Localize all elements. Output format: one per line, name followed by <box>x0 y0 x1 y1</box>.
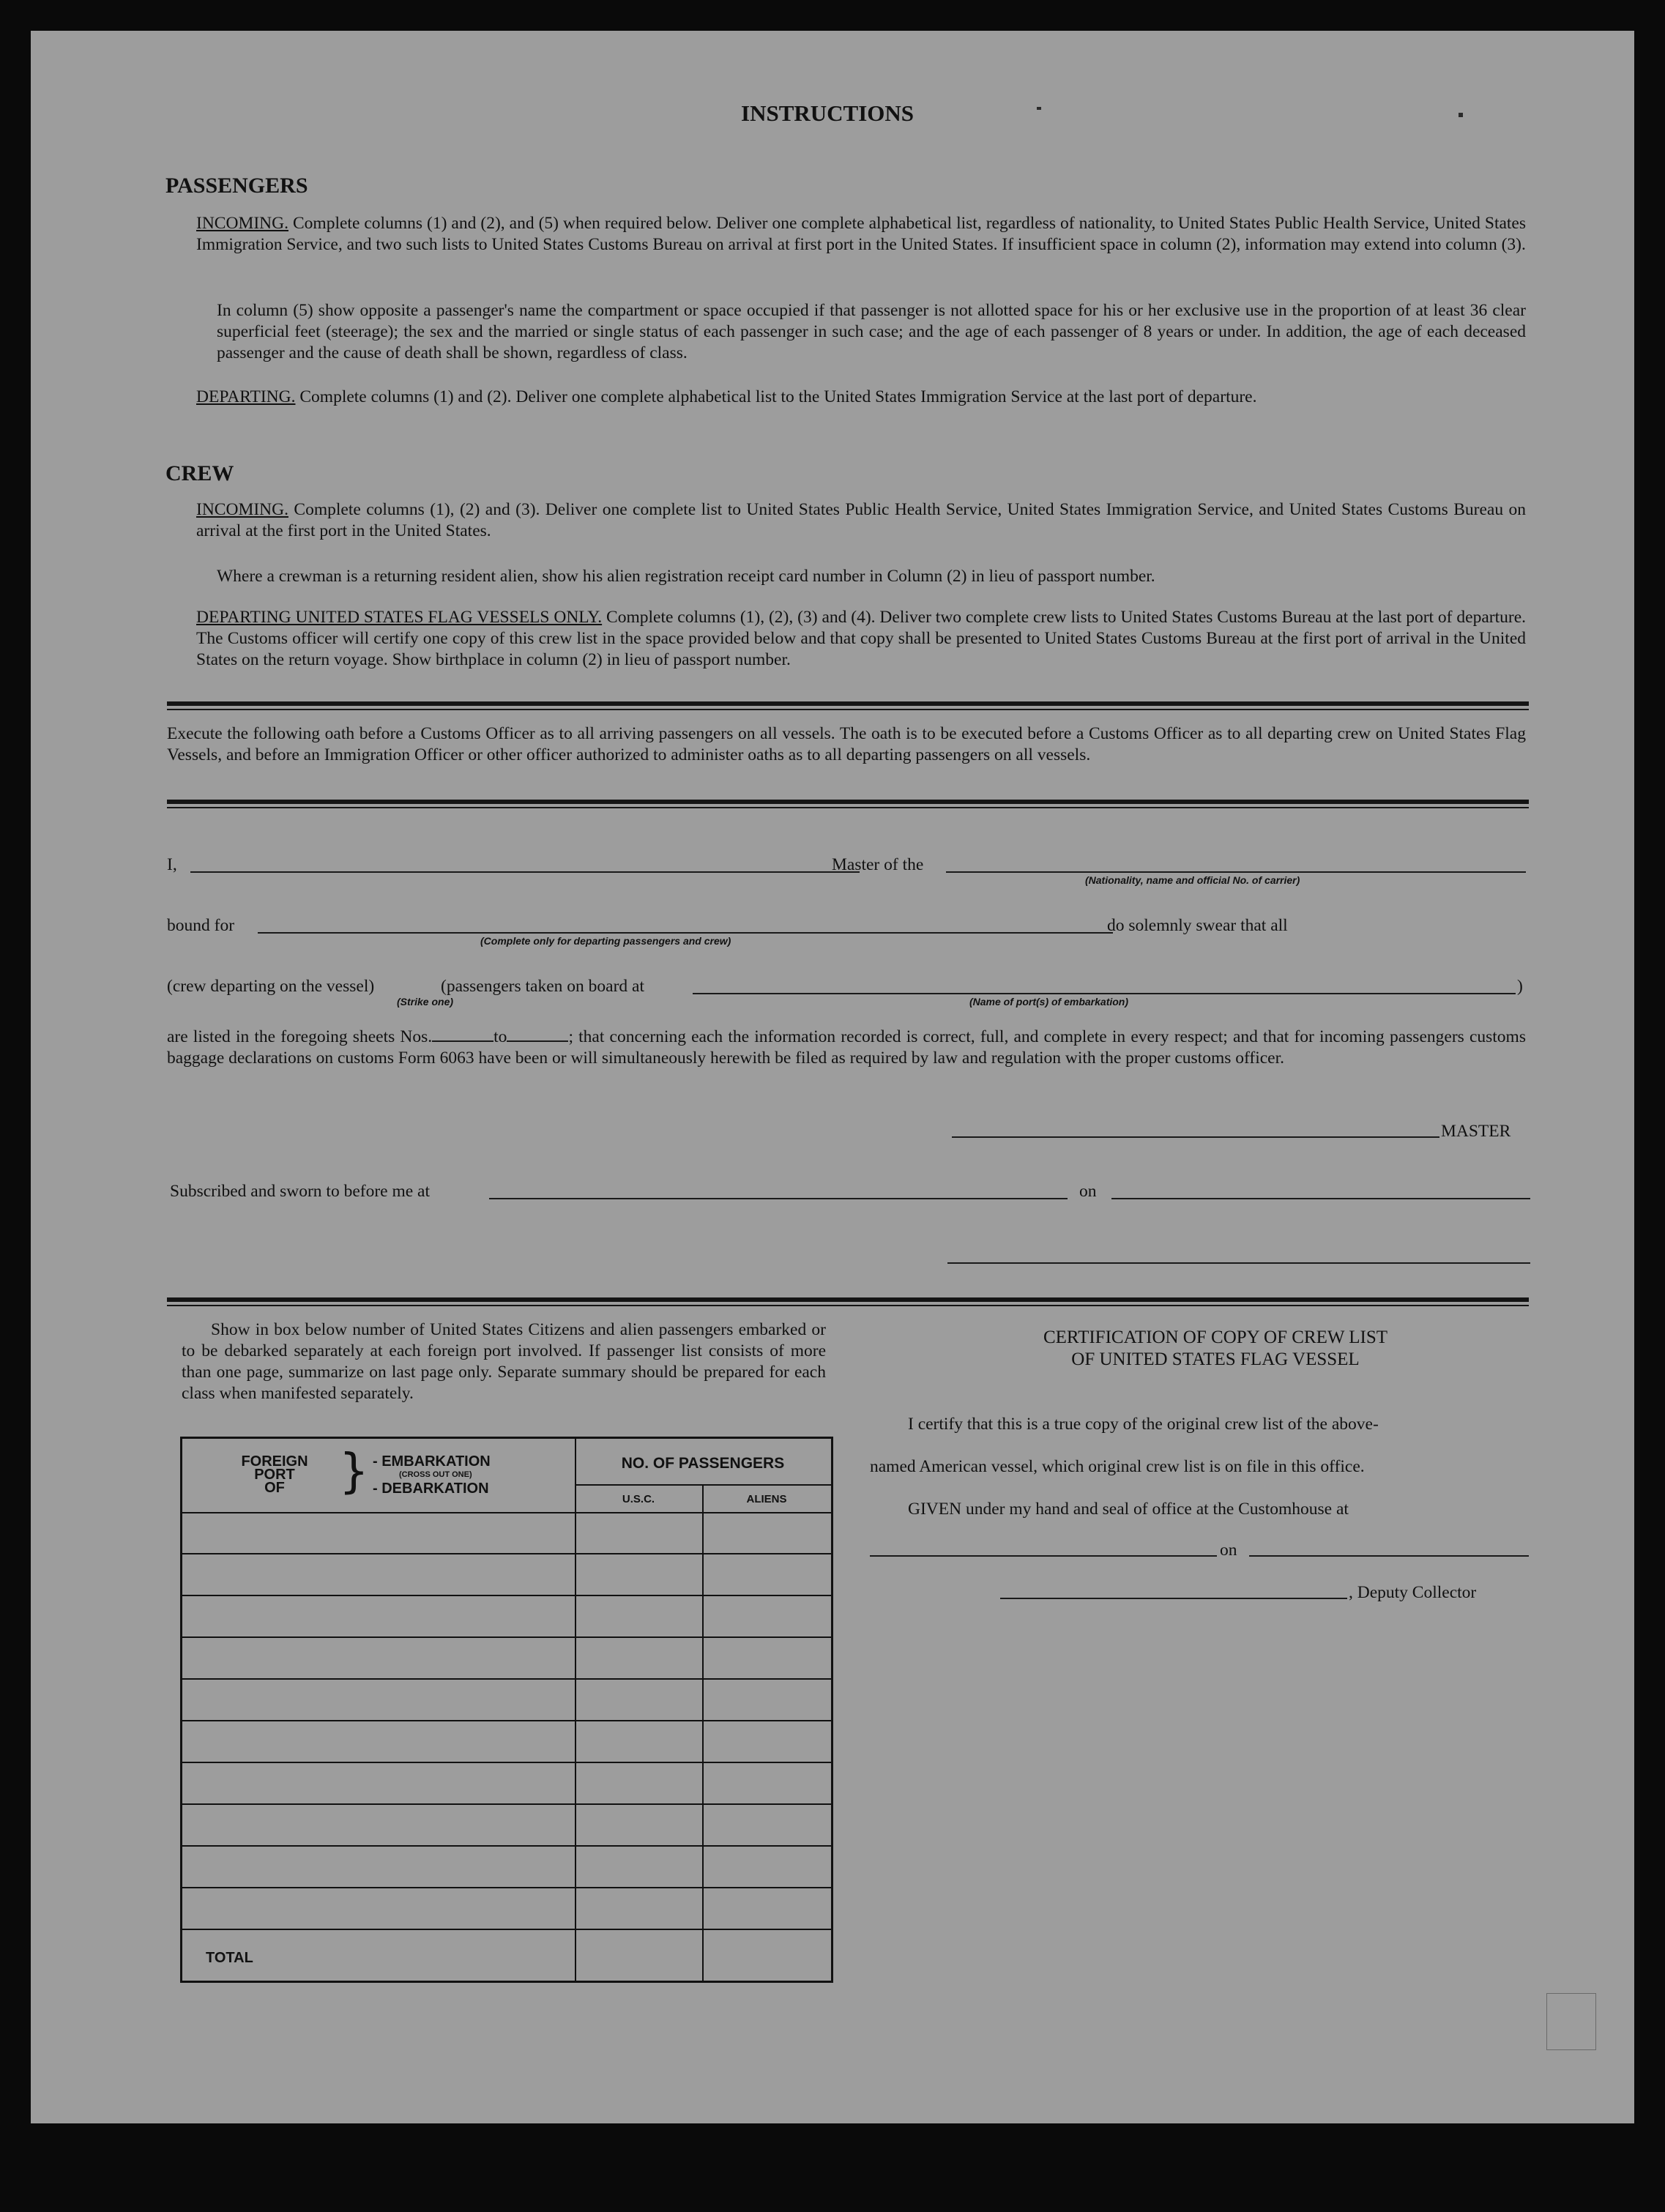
page-title: INSTRUCTIONS <box>741 100 915 126</box>
are-listed-label: are listed in the foregoing sheets Nos. <box>167 1027 433 1046</box>
passengers-incoming-label: INCOMING. <box>196 214 288 233</box>
certification-line3: GIVEN under my hand and seal of office at the Customhouse at <box>908 1500 1349 1519</box>
table-header-bottom <box>182 1512 831 1513</box>
officer-signature-field[interactable] <box>947 1262 1530 1264</box>
crew-incoming-paragraph <box>196 499 1526 542</box>
table-row-line <box>182 1720 831 1721</box>
lower-rule-thin <box>167 1305 1529 1306</box>
form-sheet <box>31 31 1634 2123</box>
table-row-line <box>182 1845 831 1847</box>
oath-intro-paragraph: Execute the following oath before a Customs Officer as to all arriving passengers on all vessels. The oath is to be executed before a Customs Officer as to all departing crew on United States Flag Vessels, and before an Immigration Officer or other officer authorized to administer oaths as to all departing passengers on all vessels. <box>167 724 1526 764</box>
passengers-heading: PASSENGERS <box>165 174 308 198</box>
table-header-divider <box>575 1484 831 1486</box>
table-row-line <box>182 1595 831 1596</box>
port-note: (Name of port(s) of embarkation) <box>969 996 1129 1008</box>
strike-one-note: (Strike one) <box>397 996 454 1008</box>
section-rule <box>167 701 1529 706</box>
total-label: TOTAL <box>206 1950 253 1966</box>
table-col-divider <box>702 1486 704 1981</box>
certification-line2: named American vessel, which original crew list is on file in this office. <box>870 1457 1365 1476</box>
crew-incoming-label: INCOMING. <box>196 500 288 519</box>
aliens-header: ALIENS <box>746 1493 787 1505</box>
port-embarkation-field[interactable] <box>693 993 1516 994</box>
table-row-line <box>182 1929 831 1930</box>
scan-speck <box>1459 113 1463 117</box>
sworn-date-field[interactable] <box>1111 1198 1530 1199</box>
table-row-line <box>182 1803 831 1805</box>
embarkation-label: - EMBARKATION <box>373 1453 491 1470</box>
oath-rest-text: ; that concerning each the information recorded is correct, full, and complete in every respect; and that for incoming passengers customs baggage declarations on customs Form 6063 have been or will simultaneously herewith be filed as required by law and regulation with the proper customs officer. <box>167 1027 1526 1068</box>
cross-out-note: (CROSS OUT ONE) <box>399 1470 472 1479</box>
usc-header: U.S.C. <box>622 1493 655 1505</box>
crew-heading: CREW <box>165 461 234 485</box>
crew-departing-paragraph <box>196 607 1526 671</box>
passengers-departing-label: DEPARTING. <box>196 387 296 406</box>
lower-rule <box>167 1297 1529 1302</box>
port-label: PORT <box>254 1467 295 1483</box>
sworn-on-label: on <box>1079 1182 1097 1201</box>
foreign-label: FOREIGN <box>241 1453 308 1470</box>
table-row-line <box>182 1636 831 1638</box>
scan-speck <box>1037 107 1041 110</box>
passengers-incoming-text: Complete columns (1) and (2), and (5) when required below. Deliver one complete alphabetical list, regardless of nationality, to United States Public Health Service, United States Immigration Service, and two such lists to United States Customs Bureau on arrival at first port in the United States. If insufficient space in column (2), information may extend into column (3). <box>196 214 1527 254</box>
crew-departing-label: (crew departing on the vessel) <box>167 977 375 996</box>
oath-i-label: I, <box>167 855 177 874</box>
vessel-field[interactable] <box>946 871 1526 873</box>
no-of-passengers-header: NO. OF PASSENGERS <box>621 1455 785 1472</box>
passenger-summary-table <box>180 1437 833 1983</box>
master-signature-field[interactable] <box>952 1136 1439 1138</box>
crew-departing-label: DEPARTING UNITED STATES FLAG VESSELS ONLY. <box>196 608 603 627</box>
of-label: OF <box>264 1480 285 1496</box>
certification-on-label: on <box>1220 1541 1237 1560</box>
master-name-field[interactable] <box>190 871 860 873</box>
passengers-departing-paragraph <box>196 387 1526 408</box>
close-paren: ) <box>1517 977 1523 996</box>
table-row-line <box>182 1678 831 1680</box>
table-row-line <box>182 1553 831 1554</box>
scan-corner-mark <box>1546 1993 1596 2050</box>
sworn-place-field[interactable] <box>489 1198 1068 1199</box>
to-label: to <box>493 1027 507 1046</box>
table-col-divider <box>575 1439 576 1981</box>
certification-title-line1: CERTIFICATION OF COPY OF CREW LIST <box>1043 1327 1388 1347</box>
passengers-incoming-paragraph <box>196 213 1526 256</box>
foreign-port-label <box>223 1455 326 1494</box>
crew-departing-text: Complete columns (1), (2), (3) and (4). Deliver two complete crew lists to United States Customs Bureau at the last port of departure. The Customs officer will certify one copy of this crew list in the space provided below and that copy shall be presented to United States Customs Bureau at the first port of arrival in the United States on the return voyage. Show birthplace in column (2) in lieu of passport number. <box>196 608 1526 669</box>
certification-line1: I certify that this is a true copy of the original crew list of the above- <box>908 1415 1379 1434</box>
oath-rule <box>167 800 1529 804</box>
master-of-label: Master of the <box>832 855 924 874</box>
sheet-from-field[interactable] <box>432 1027 493 1042</box>
certification-title <box>901 1327 1530 1371</box>
section-rule-thin <box>167 709 1529 710</box>
bound-for-label: bound for <box>167 916 235 935</box>
summary-note: Show in box below number of United States Citizens and alien passengers embarked or to be debarked separately at each foreign port involved. If passenger list consists of more than one page, summarize on last page only. Separate summary should be prepared for each class when manifested separately. <box>182 1320 826 1403</box>
subscribed-label: Subscribed and sworn to before me at <box>170 1182 431 1201</box>
table-row-line <box>182 1762 831 1763</box>
crew-resident-paragraph: Where a crewman is a returning resident alien, show his alien registration receipt card number in Column (2) in lieu of passport number. <box>217 567 1155 586</box>
oath-sheets-paragraph <box>167 1027 1526 1069</box>
do-solemnly-label: do solemnly swear that all <box>1107 916 1288 935</box>
certification-title-line2: OF UNITED STATES FLAG VESSEL <box>1071 1349 1360 1369</box>
certification-date-field[interactable] <box>1249 1555 1529 1557</box>
debarkation-label: - DEBARKATION <box>373 1481 489 1497</box>
crew-incoming-text: Complete columns (1), (2) and (3). Deliver one complete list to United States Public Health Service, United States Immigration Service, and United States Customs Bureau on arrival at the first port in the United States. <box>196 500 1526 540</box>
master-label: MASTER <box>1441 1122 1511 1141</box>
passengers-departing-text: Complete columns (1) and (2). Deliver one complete alphabetical list to the United States Immigration Service at the last port of departure. <box>299 387 1257 406</box>
sheet-to-field[interactable] <box>507 1027 568 1042</box>
deputy-signature-field[interactable] <box>1000 1598 1347 1599</box>
deputy-collector-label: , Deputy Collector <box>1349 1583 1477 1602</box>
complete-only-note: (Complete only for departing passengers and crew) <box>480 935 731 947</box>
oath-rule-thin <box>167 807 1529 808</box>
nationality-note: (Nationality, name and official No. of carrier) <box>1085 874 1300 886</box>
passengers-taken-label: (passengers taken on board at <box>441 977 644 996</box>
table-row-line <box>182 1887 831 1888</box>
bound-for-field[interactable] <box>258 932 1113 934</box>
passengers-column5-paragraph: In column (5) show opposite a passenger's name the compartment or space occupied if that passenger is not allotted space for his or her exclusive use in the proportion of at least 36 clear superficial feet (steerage); the sex and the married or single status of each passenger in such case; and the age of each passenger of 8 years or under. In addition, the age of each deceased passenger and the cause of death shall be shown, regardless of class. <box>217 301 1526 362</box>
customhouse-field[interactable] <box>870 1555 1217 1557</box>
brace-icon: } <box>339 1445 369 1499</box>
